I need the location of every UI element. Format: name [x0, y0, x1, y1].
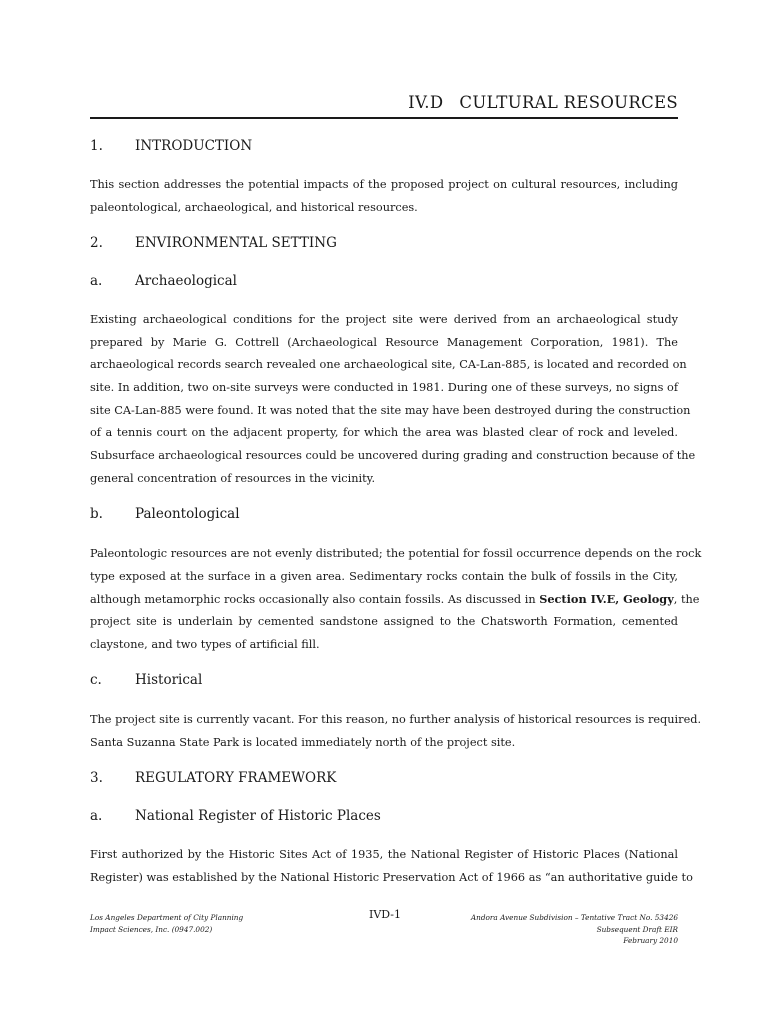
text-line: First authorized by the Historic Sites Act of 1935, the National Register of Historic Places (National: [90, 848, 678, 861]
paragraph-historical: [90, 709, 702, 754]
text-line: type exposed at the surface in a given area. Sedimentary rocks contain the bulk of fossils in the City,: [90, 569, 678, 583]
footer-consultant: Impact Sciences, Inc. (0947.002): [90, 924, 213, 934]
text-line: Santa Suzanna State Park is located immediately north of the project site.: [90, 735, 516, 749]
section-title: INTRODUCTION: [135, 138, 253, 154]
section-heading-introduction: [90, 135, 678, 157]
subsection-title: National Register of Historic Places: [135, 808, 381, 824]
text-line: Existing archaeological conditions for the project site were derived from an archaeological study: [90, 313, 678, 326]
subsection-letter: b.: [90, 506, 103, 522]
subsection-title: Archaeological: [135, 273, 237, 289]
section-number: 1.: [90, 138, 103, 154]
text-line: Register) was established by the National Historic Preservation Act of 1966 as “an authoritative guide to: [90, 870, 693, 884]
subsection-letter: a.: [90, 273, 103, 289]
subsection-heading-archaeological: [90, 270, 678, 292]
text-line: paleontological, archaeological, and historical resources.: [90, 200, 418, 214]
geology-section-reference: Section IV.E, Geology: [539, 592, 674, 607]
document-page: [90, 0, 702, 1024]
chapter-header: [90, 90, 678, 119]
text-line: site. In addition, two on-site surveys were conducted in 1981. During one of these surveys, no signs of: [90, 381, 678, 395]
text-line: This section addresses the potential impacts of the proposed project on cultural resources, including: [90, 178, 678, 191]
text-run: although metamorphic rocks occasionally also contain fossils. As discussed in: [90, 593, 540, 607]
chapter-title: CULTURAL RESOURCES: [459, 93, 678, 112]
section-number: 3.: [90, 770, 103, 786]
text-line: claystone, and two types of artificial fill.: [90, 637, 320, 651]
paragraph-national-register: [90, 844, 693, 889]
footer-right: [418, 912, 678, 947]
text-line: archaeological records search revealed one archaeological site, CA-Lan-885, is located and recorded on: [90, 358, 687, 372]
text-line: prepared by Marie G. Cottrell (Archaeological Resource Management Corporation, 1981). The: [90, 335, 678, 349]
subsection-heading-national-register: [90, 805, 678, 827]
subsection-letter: a.: [90, 808, 103, 824]
page-footer: [90, 908, 678, 952]
text-line: Paleontologic resources are not evenly distributed; the potential for fossil occurrence depends on the rock: [90, 547, 702, 560]
text-line: general concentration of resources in the vicinity.: [90, 471, 376, 485]
chapter-number: IV.D: [408, 93, 444, 112]
section-title: REGULATORY FRAMEWORK: [135, 770, 337, 786]
subsection-heading-paleontological: [90, 503, 678, 525]
footer-project: Andora Avenue Subdivision – Tentative Tract No. 53426: [470, 913, 678, 922]
subsection-letter: c.: [90, 672, 102, 688]
text-line: The project site is currently vacant. For this reason, no further analysis of historical resources is required.: [90, 713, 702, 726]
footer-date: February 2010: [623, 936, 678, 945]
text-line: Subsurface archaeological resources could be uncovered during grading and construction because of the: [90, 449, 696, 463]
footer-department: Los Angeles Department of City Planning: [90, 913, 244, 922]
text-line: site CA-Lan-885 were found. It was noted that the site may have been destroyed during the construction: [90, 403, 691, 417]
paragraph-paleontological: [90, 543, 702, 656]
paragraph-introduction: [90, 174, 678, 219]
text-line: of a tennis court on the adjacent property, for which the area was blasted clear of rock and leveled.: [90, 426, 678, 440]
page-number: IVD-1: [368, 908, 402, 921]
footer-document-type: Subsequent Draft EIR: [596, 924, 678, 934]
footer-left: [90, 912, 320, 935]
section-heading-environmental-setting: [90, 232, 678, 254]
section-number: 2.: [90, 235, 103, 251]
text-line: project site is underlain by cemented sandstone assigned to the Chatsworth Formation, cemented: [90, 615, 678, 629]
section-heading-regulatory-framework: [90, 767, 678, 789]
text-run: , the: [673, 593, 700, 607]
subsection-title: Historical: [135, 672, 203, 688]
subsection-heading-historical: [90, 669, 678, 691]
subsection-title: Paleontological: [135, 506, 240, 522]
text-line: [90, 588, 700, 611]
paragraph-archaeological: [90, 309, 696, 491]
section-title: ENVIRONMENTAL SETTING: [135, 235, 337, 251]
